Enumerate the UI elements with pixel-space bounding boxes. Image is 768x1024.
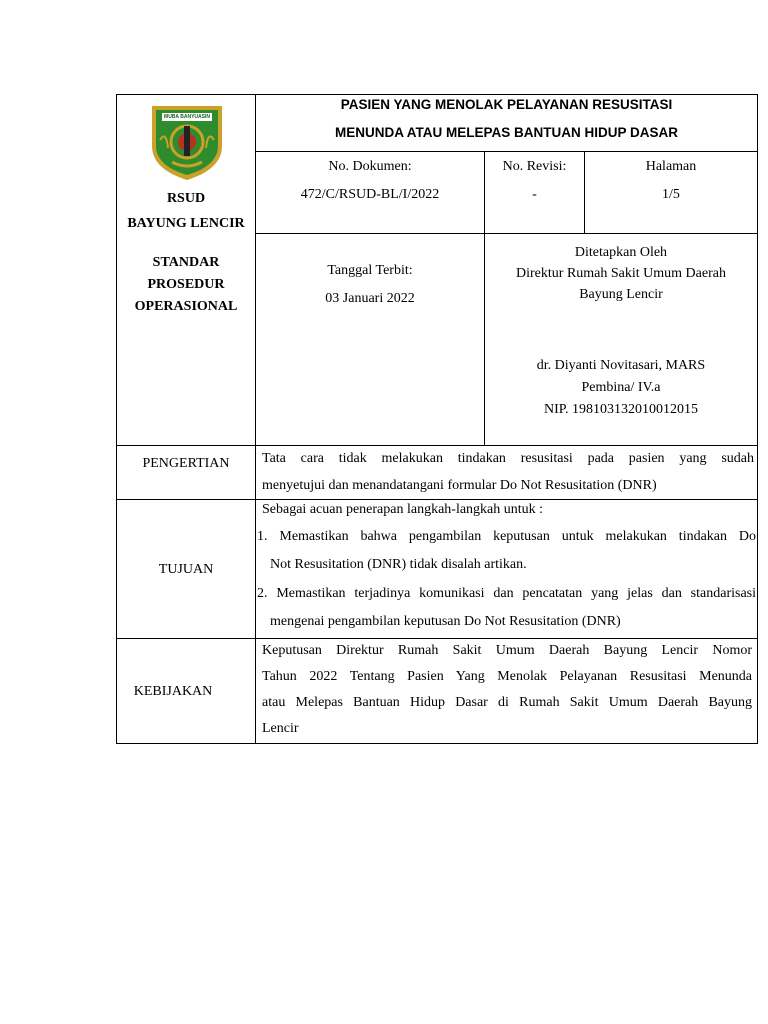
tujuan-intro: Sebagai acuan penerapan langkah-langkah untuk : (262, 502, 544, 517)
document-title-line2: MENUNDA ATAU MELEPAS BANTUAN HIDUP DASAR (335, 125, 678, 140)
signatory-rank: Pembina/ IV.a (581, 380, 661, 395)
terbit-label: Tanggal Terbit: (327, 263, 413, 278)
pengertian-label: PENGERTIAN (142, 456, 230, 471)
halaman-label: Halaman (645, 159, 697, 174)
dokumen-label: No. Dokumen: (328, 159, 412, 174)
sop-label-line1: STANDAR (152, 255, 220, 270)
tujuan-label: TUJUAN (158, 562, 214, 577)
sop-label-line3: OPERASIONAL (134, 299, 238, 314)
revisi-value: - (532, 187, 537, 202)
document-title-line1: PASIEN YANG MENOLAK PELAYANAN RESUSITASI (340, 97, 673, 112)
terbit-value: 03 Januari 2022 (325, 291, 415, 306)
halaman-value: 1/5 (662, 187, 680, 202)
kebijakan-line4: Lencir (262, 721, 299, 736)
org-name-line1: RSUD (166, 191, 206, 206)
jabatan-line2: Bayung Lencir (579, 287, 663, 302)
pengertian-line1: Tata cara tidak melakukan tindakan resusitasi pada pasien yang sudah (262, 451, 754, 466)
dokumen-value: 472/C/RSUD-BL/I/2022 (300, 187, 440, 202)
signatory-name: dr. Diyanti Novitasari, MARS (536, 358, 706, 373)
ditetapkan-oleh: Ditetapkan Oleh (574, 245, 668, 260)
kebijakan-line2: Tahun 2022 Tentang Pasien Yang Menolak Pelayanan Resusitasi Menunda (262, 669, 752, 684)
tujuan-item1-line1: 1. Memastikan bahwa pengambilan keputusan untuk melakukan tindakan Do (257, 529, 756, 544)
pengertian-line2: menyetujui dan menandatangani formular Do Not Resusitation (DNR) (262, 478, 657, 493)
hospital-logo (146, 100, 228, 182)
logo-text: MUBA BANYUASIN (164, 114, 210, 120)
signatory-nip: NIP. 198103132010012015 (543, 402, 698, 417)
kebijakan-line3: atau Melepas Bantuan Hidup Dasar di Rumah Sakit Umum Daerah Bayung (262, 695, 752, 710)
jabatan-line1: Direktur Rumah Sakit Umum Daerah (516, 266, 726, 281)
tujuan-item2-line1: 2. Memastikan terjadinya komunikasi dan pencatatan yang jelas dan standarisasi (257, 586, 756, 601)
org-name-line2: BAYUNG LENCIR (127, 216, 245, 231)
kebijakan-label: KEBIJAKAN (133, 684, 213, 699)
sop-label-line2: PROSEDUR (147, 277, 225, 292)
tujuan-item1-line2: Not Resusitation (DNR) tidak disalah artikan. (270, 557, 527, 572)
kebijakan-line1: Keputusan Direktur Rumah Sakit Umum Daerah Bayung Lencir Nomor (262, 643, 752, 658)
revisi-label: No. Revisi: (502, 159, 567, 174)
tujuan-item2-line2: mengenai pengambilan keputusan Do Not Resusitation (DNR) (270, 614, 621, 629)
